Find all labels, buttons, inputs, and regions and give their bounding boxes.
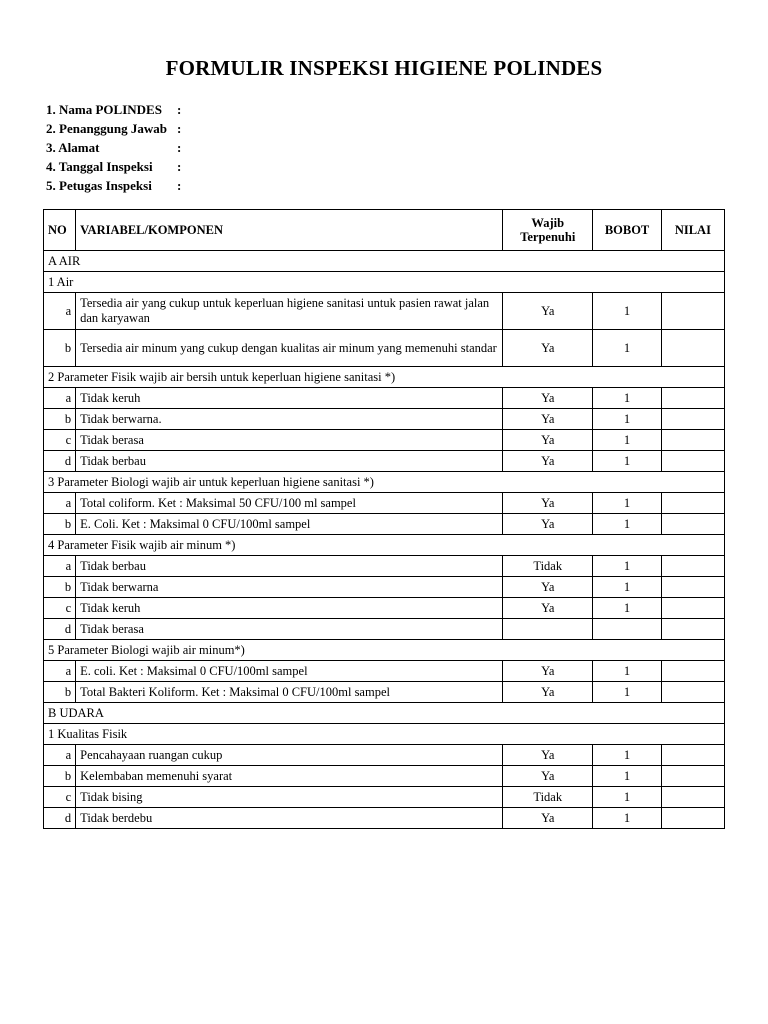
table-row [44, 661, 725, 682]
row-nilai-cell[interactable] [661, 430, 724, 451]
info-row-petugas [46, 176, 187, 195]
row-bobot: 1 [593, 682, 661, 703]
info-colon: : [177, 159, 182, 174]
row-wajib-terpenuhi [503, 619, 593, 640]
row-description: Tidak berwarna. [76, 409, 503, 430]
row-nilai-cell[interactable] [661, 493, 724, 514]
row-nilai-cell[interactable] [661, 330, 724, 367]
row-bobot: 1 [593, 766, 661, 787]
row-nilai-cell[interactable] [661, 409, 724, 430]
row-letter: b [44, 682, 76, 703]
row-description: Tidak berwarna [76, 577, 503, 598]
row-description: E. Coli. Ket : Maksimal 0 CFU/100ml sampel [76, 514, 503, 535]
row-letter: a [44, 388, 76, 409]
row-nilai-cell[interactable] [661, 808, 724, 829]
row-description: Tidak berdebu [76, 808, 503, 829]
section-label: 1 Kualitas Fisik [44, 724, 725, 745]
row-bobot: 1 [593, 598, 661, 619]
row-nilai-cell[interactable] [661, 388, 724, 409]
table-row [44, 330, 725, 367]
table-row [44, 745, 725, 766]
row-description: Tidak bising [76, 787, 503, 808]
header-no: NO [44, 210, 76, 251]
row-description: Tidak berasa [76, 619, 503, 640]
row-wajib-terpenuhi: Tidak [503, 787, 593, 808]
info-label: 3. Alamat [46, 140, 100, 155]
section-row [44, 251, 725, 272]
row-letter: a [44, 556, 76, 577]
section-label: 4 Parameter Fisik wajib air minum *) [44, 535, 725, 556]
row-letter: c [44, 598, 76, 619]
row-nilai-cell[interactable] [661, 556, 724, 577]
row-wajib-terpenuhi: Ya [503, 493, 593, 514]
row-nilai-cell[interactable] [661, 619, 724, 640]
row-bobot: 1 [593, 493, 661, 514]
row-bobot: 1 [593, 514, 661, 535]
row-bobot: 1 [593, 745, 661, 766]
info-row-alamat [46, 138, 187, 157]
row-wajib-terpenuhi: Ya [503, 598, 593, 619]
row-bobot [593, 619, 661, 640]
row-letter: b [44, 766, 76, 787]
row-nilai-cell[interactable] [661, 293, 724, 330]
row-description: Tidak keruh [76, 598, 503, 619]
row-wajib-terpenuhi: Ya [503, 293, 593, 330]
section-label: 1 Air [44, 272, 725, 293]
form-title: FORMULIR INSPEKSI HIGIENE POLINDES [165, 56, 603, 80]
header-wajib-line1: Wajib [531, 216, 565, 230]
row-description: Tidak berasa [76, 430, 503, 451]
info-row-nama [46, 100, 187, 119]
row-letter: c [44, 787, 76, 808]
table-row [44, 682, 725, 703]
info-label: 5. Petugas Inspeksi [46, 178, 152, 193]
row-letter: b [44, 577, 76, 598]
header-bobot: BOBOT [593, 210, 661, 251]
section-label: 3 Parameter Biologi wajib air untuk keperluan higiene sanitasi *) [44, 472, 725, 493]
row-bobot: 1 [593, 556, 661, 577]
row-description: Tidak keruh [76, 388, 503, 409]
row-wajib-terpenuhi: Ya [503, 451, 593, 472]
row-bobot: 1 [593, 787, 661, 808]
row-wajib-terpenuhi: Ya [503, 577, 593, 598]
row-nilai-cell[interactable] [661, 577, 724, 598]
section-row [44, 367, 725, 388]
row-description: Tidak berbau [76, 451, 503, 472]
section-row [44, 272, 725, 293]
section-row [44, 640, 725, 661]
row-bobot: 1 [593, 577, 661, 598]
row-letter: b [44, 514, 76, 535]
row-nilai-cell[interactable] [661, 451, 724, 472]
row-description: Kelembaban memenuhi syarat [76, 766, 503, 787]
row-letter: b [44, 409, 76, 430]
table-row [44, 577, 725, 598]
inspection-table [43, 209, 725, 829]
info-colon: : [177, 121, 182, 136]
row-nilai-cell[interactable] [661, 661, 724, 682]
section-label: 5 Parameter Biologi wajib air minum*) [44, 640, 725, 661]
table-row [44, 598, 725, 619]
info-colon: : [177, 140, 182, 155]
row-letter: a [44, 293, 76, 330]
section-row [44, 703, 725, 724]
table-row [44, 493, 725, 514]
section-row [44, 472, 725, 493]
header-variabel: VARIABEL/KOMPONEN [76, 210, 503, 251]
info-label: 4. Tanggal Inspeksi [46, 159, 153, 174]
table-row [44, 787, 725, 808]
info-colon: : [177, 102, 182, 117]
row-description: Total Bakteri Koliform. Ket : Maksimal 0 CFU/100ml sampel [76, 682, 503, 703]
table-row [44, 430, 725, 451]
info-row-penanggung-jawab [46, 119, 187, 138]
row-letter: a [44, 493, 76, 514]
table-header-row [44, 210, 725, 251]
row-letter: d [44, 808, 76, 829]
row-wajib-terpenuhi: Ya [503, 661, 593, 682]
row-description: Tersedia air minum yang cukup dengan kualitas air minum yang memenuhi standar [76, 330, 503, 367]
section-label: A AIR [44, 251, 725, 272]
row-bobot: 1 [593, 430, 661, 451]
row-bobot: 1 [593, 330, 661, 367]
table-row [44, 556, 725, 577]
table-row [44, 409, 725, 430]
row-wajib-terpenuhi: Ya [503, 514, 593, 535]
table-row [44, 766, 725, 787]
row-description: Pencahayaan ruangan cukup [76, 745, 503, 766]
row-letter: b [44, 330, 76, 367]
row-description: Total coliform. Ket : Maksimal 50 CFU/100 ml sampel [76, 493, 503, 514]
info-label: 1. Nama POLINDES [46, 102, 162, 117]
row-wajib-terpenuhi: Ya [503, 430, 593, 451]
table-row [44, 293, 725, 330]
header-wajib-terpenuhi [503, 210, 593, 251]
row-nilai-cell[interactable] [661, 745, 724, 766]
row-wajib-terpenuhi: Ya [503, 682, 593, 703]
table-row [44, 514, 725, 535]
table-row [44, 808, 725, 829]
row-letter: d [44, 451, 76, 472]
section-row [44, 724, 725, 745]
section-label: B UDARA [44, 703, 725, 724]
row-nilai-cell[interactable] [661, 766, 724, 787]
row-wajib-terpenuhi: Ya [503, 409, 593, 430]
info-block [46, 100, 187, 195]
section-row [44, 535, 725, 556]
row-bobot: 1 [593, 293, 661, 330]
row-letter: a [44, 745, 76, 766]
row-wajib-terpenuhi: Ya [503, 808, 593, 829]
info-label: 2. Penanggung Jawab [46, 121, 167, 136]
row-description: Tersedia air yang cukup untuk keperluan higiene sanitasi untuk pasien rawat jalan dan karyawan [76, 293, 503, 330]
row-letter: d [44, 619, 76, 640]
row-nilai-cell[interactable] [661, 598, 724, 619]
section-label: 2 Parameter Fisik wajib air bersih untuk keperluan higiene sanitasi *) [44, 367, 725, 388]
info-row-tanggal [46, 157, 187, 176]
row-description: Tidak berbau [76, 556, 503, 577]
table-row [44, 619, 725, 640]
row-wajib-terpenuhi: Ya [503, 745, 593, 766]
row-bobot: 1 [593, 661, 661, 682]
row-bobot: 1 [593, 451, 661, 472]
header-wajib-line2: Terpenuhi [520, 230, 576, 244]
info-colon: : [177, 178, 182, 193]
table-row [44, 451, 725, 472]
row-wajib-terpenuhi: Ya [503, 388, 593, 409]
row-wajib-terpenuhi: Ya [503, 766, 593, 787]
row-wajib-terpenuhi: Ya [503, 330, 593, 367]
row-nilai-cell[interactable] [661, 514, 724, 535]
header-nilai: NILAI [661, 210, 724, 251]
table-row [44, 388, 725, 409]
row-bobot: 1 [593, 388, 661, 409]
row-bobot: 1 [593, 409, 661, 430]
row-letter: c [44, 430, 76, 451]
row-nilai-cell[interactable] [661, 787, 724, 808]
row-bobot: 1 [593, 808, 661, 829]
row-wajib-terpenuhi: Tidak [503, 556, 593, 577]
row-description: E. coli. Ket : Maksimal 0 CFU/100ml sampel [76, 661, 503, 682]
row-nilai-cell[interactable] [661, 682, 724, 703]
row-letter: a [44, 661, 76, 682]
table-body [44, 251, 725, 829]
